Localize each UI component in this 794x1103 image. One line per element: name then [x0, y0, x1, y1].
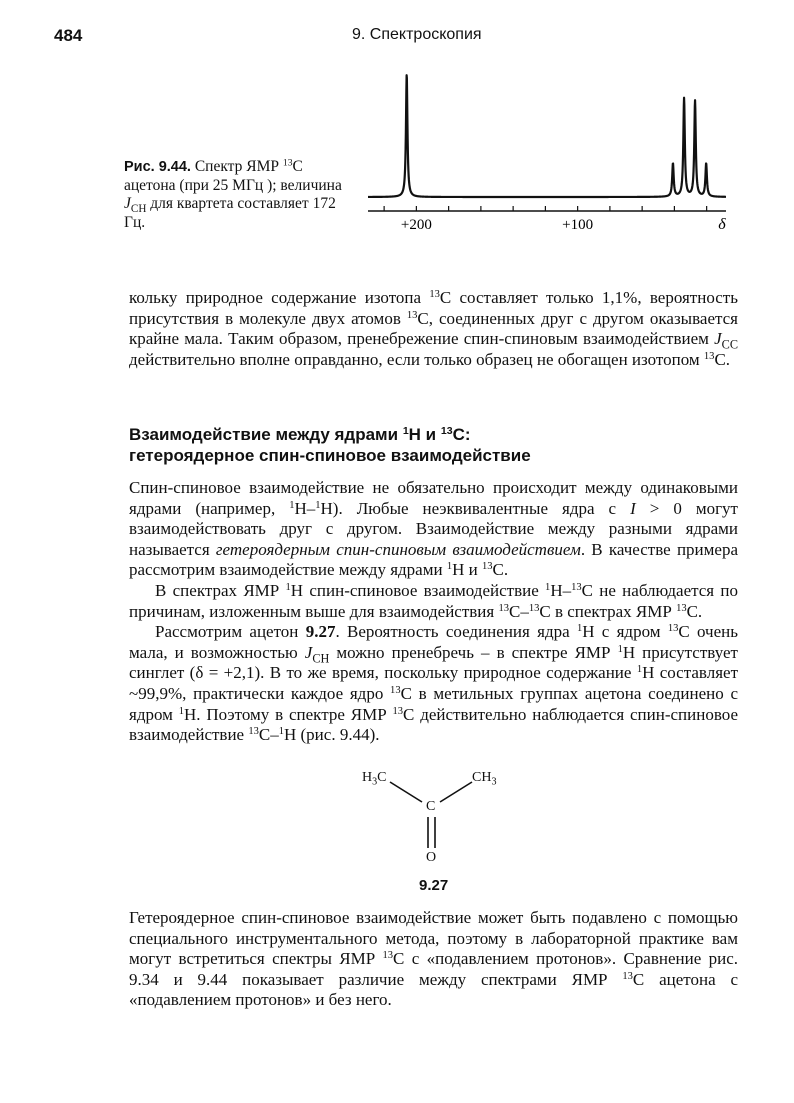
text: C–	[258, 725, 279, 745]
coupling-subscript: CH	[130, 202, 147, 215]
atom-label: C	[377, 770, 387, 785]
carbonyl-carbon: C	[426, 799, 436, 814]
compound-number: 9.27	[419, 877, 449, 894]
superscript: 13	[440, 425, 453, 438]
text: Гетероядерное спин-спиновое взаимодействие может быть подавлено с помощью специального инструментального метода, поэтому в лабораторной практике вам могут встретиться спектры ЯМР	[129, 908, 738, 969]
figure-label: Рис. 9.44.	[124, 159, 191, 175]
superscript: 1	[289, 499, 295, 511]
coupling-symbol: J	[124, 195, 131, 212]
text: H составляет ~99,9%, практически каждое ядро	[129, 663, 738, 703]
page-number: 484	[54, 26, 83, 45]
subscript: 3	[491, 776, 497, 788]
coupling-symbol: J	[304, 642, 313, 662]
caption-text: Спектр ЯМР	[190, 158, 283, 175]
x-axis-label: δ	[718, 216, 726, 233]
text: H присутствует синглет (δ = +2,1). В то же время, поскольку природное содержание	[129, 642, 738, 683]
superscript: 1	[285, 582, 291, 594]
atom-label: H	[362, 770, 373, 785]
methyl-left	[362, 770, 387, 786]
subscript: 3	[372, 776, 378, 788]
text: C действительно наблюдается спин-спиновое взаимодействие	[129, 704, 738, 745]
caption-text: C ацетона (при 25 МГц ); величина	[124, 158, 342, 194]
text: В спектрах ЯМР	[155, 580, 286, 600]
superscript: 13	[498, 602, 509, 614]
text: можно пренебречь – в спектре ЯМР	[329, 642, 618, 662]
text: C в спектрах ЯМР	[539, 601, 677, 621]
superscript: 1	[617, 643, 623, 655]
superscript: 13	[528, 602, 540, 614]
heading-text: H и	[408, 425, 441, 444]
running-title: 9. Спектроскопия	[352, 26, 482, 43]
heading-text: Взаимодействие между ядрами	[129, 425, 403, 444]
text: C.	[714, 349, 731, 369]
coupling-symbol: J	[714, 329, 722, 349]
paragraph-5	[129, 908, 738, 1011]
text: Рассмотрим ацетон	[155, 622, 306, 642]
superscript: 1	[446, 561, 453, 573]
text: H (рис. 9.44).	[283, 725, 380, 745]
superscript: 13	[406, 309, 418, 321]
section-heading	[129, 424, 749, 466]
superscript: 13	[481, 561, 493, 573]
superscript: 13	[622, 970, 633, 982]
text: C–	[509, 601, 529, 621]
superscript: 1	[402, 425, 409, 438]
x-tick-label: +100	[562, 217, 594, 233]
text: . В качестве примера рассмотрим взаимодействие между ядрами	[129, 539, 738, 580]
superscript: 13	[667, 623, 679, 635]
superscript: 1	[636, 664, 643, 676]
text: C.	[492, 560, 509, 580]
text: C очень мала, и возможностью	[129, 622, 738, 662]
text: H спин-спиновое взаимодействие	[290, 580, 546, 600]
text: H–	[294, 498, 316, 518]
superscript: 13	[390, 685, 401, 697]
compound-reference: 9.27	[305, 622, 336, 642]
bond-right	[440, 782, 472, 802]
x-tick-label: +200	[400, 217, 432, 233]
superscript: 1	[576, 623, 583, 635]
text: . Вероятность соединения ядра	[335, 622, 577, 642]
paragraph-1	[129, 288, 738, 370]
coupling-subscript: CC	[721, 337, 738, 352]
text: Спин-спиновое взаимодействие не обязательно происходит между одинаковыми ядрами (например,	[129, 478, 738, 518]
bond-left	[390, 782, 422, 802]
text: H с ядром	[582, 622, 668, 642]
atom-label: CH	[472, 770, 492, 785]
isotope-superscript: 13	[282, 157, 293, 169]
superscript: 1	[315, 499, 321, 511]
text: C не наблюдается по причинам, изложенным выше для взаимодействия	[129, 580, 739, 621]
x-axis-tick-labels	[401, 216, 726, 233]
superscript: 13	[382, 950, 394, 962]
spectrum-trace	[368, 75, 726, 197]
text: H и	[452, 560, 482, 580]
oxygen-atom: O	[426, 850, 437, 865]
superscript: 1	[545, 582, 551, 594]
text: C ацетона с «подавлением протонов» и без него.	[129, 969, 738, 1010]
text: H). Любые неэквивалентные ядра с	[320, 498, 631, 518]
spin-symbol: I	[630, 498, 636, 518]
methyl-right	[472, 770, 497, 786]
superscript: 13	[392, 705, 404, 717]
text: H. Поэтому в спектре ЯМР	[184, 704, 393, 724]
text: C, соединенных друг с другом оказывается крайне мала. Таким образом, пренебрежение спин-спиновым взаимодействием	[129, 308, 738, 349]
text: C.	[686, 601, 703, 621]
figure-caption	[124, 158, 346, 232]
text: C с «подавлением протонов». Сравнение рис. 9.34 и 9.44 показывает различие между спектрами ЯМР	[129, 949, 738, 989]
caption-text: для квартета составляет 172 Гц.	[124, 195, 336, 231]
superscript: 13	[429, 289, 440, 301]
x-axis	[368, 206, 726, 211]
superscript: 13	[248, 726, 259, 738]
superscript: 1	[178, 705, 185, 717]
text: H–	[550, 580, 572, 600]
heading-text: гетероядерное спин-спиновое взаимодействие	[129, 446, 531, 465]
text: C составляет только 1,1%, вероятность присутствия в молекуле двух атомов	[129, 288, 738, 328]
superscript: 1	[278, 726, 284, 738]
text: > 0 могут взаимодействовать друг с другом. Взаимодействие между разными ядрами называется	[129, 498, 738, 559]
superscript: 13	[676, 602, 687, 614]
coupling-subscript: CH	[312, 651, 330, 666]
superscript: 13	[571, 582, 582, 594]
superscript: 13	[703, 350, 715, 362]
nmr-spectrum-chart	[0, 0, 794, 240]
emphasized-term: гетероядерным спин-спиновым взаимодействием	[215, 539, 581, 559]
text: C в метильных группах ацетона соединено с ядром	[129, 683, 738, 724]
text: действительно вполне оправданно, если только образец не обогащен изотопом	[129, 349, 704, 369]
paragraph-2	[129, 478, 738, 746]
text: кольку природное содержание изотопа	[129, 288, 430, 307]
heading-text: C:	[452, 425, 471, 444]
